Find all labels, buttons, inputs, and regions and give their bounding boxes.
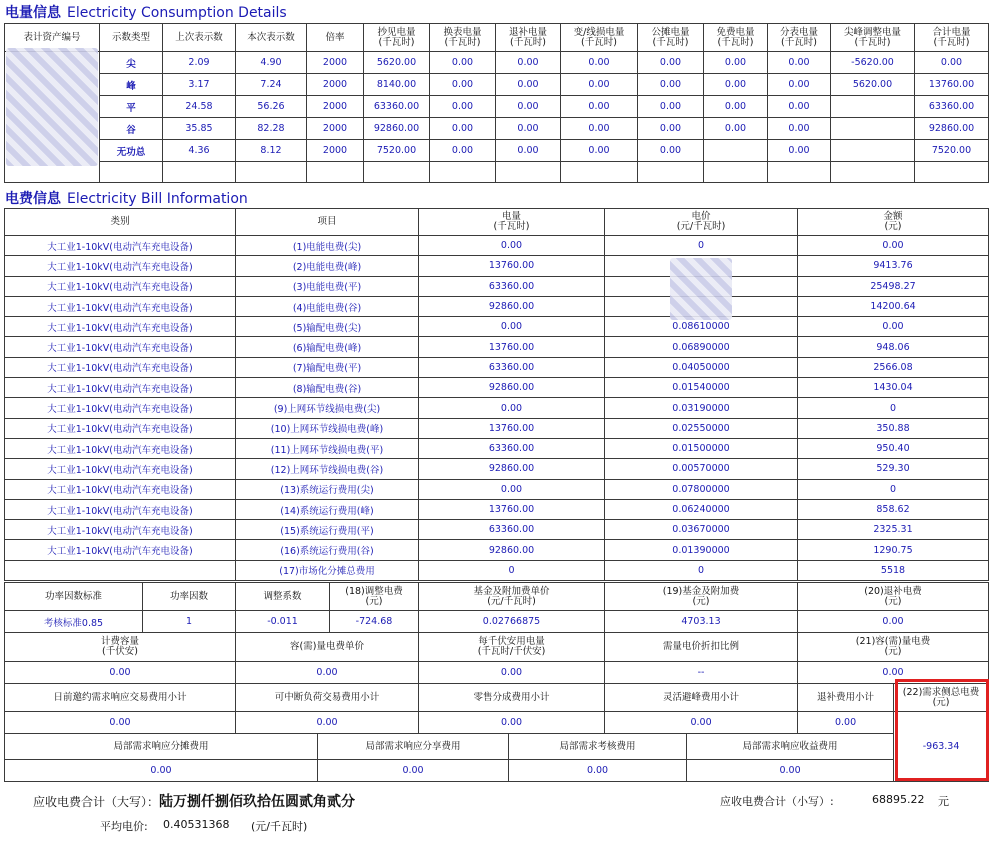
consumption-section-title [5,2,287,22]
consumption-row [5,96,989,118]
data-cell: 5620.00 [831,74,915,96]
power-factor-header-row [5,583,989,611]
item-cell: (8)输配电费(谷) [236,378,419,398]
data-cell: 无功总 [100,140,163,162]
data-cell: 0 [419,560,605,580]
data-cell: 0.00 [798,662,989,684]
avg-price-unit: (元/千瓦时) [251,820,308,833]
data-cell: 0.03190000 [605,398,798,418]
data-cell: 0.00 [704,96,768,118]
data-cell: 0 [605,236,798,256]
data-cell: 尖 [100,52,163,74]
data-cell: 2000 [307,96,364,118]
data-cell: 92860.00 [915,118,989,140]
data-cell [163,162,236,183]
consumption-table [4,23,989,183]
column-header: 上次表示数 [163,24,236,52]
data-cell [768,162,831,183]
column-header: 计费容量 (千伏安) [5,633,236,662]
item-cell: (16)系统运行费用(谷) [236,540,419,560]
category-cell: 大工业1-10kV(电动汽车充电设备) [5,418,236,438]
data-cell [496,162,561,183]
column-header: 本次表示数 [236,24,307,52]
data-cell: -- [605,662,798,684]
data-cell: 4.90 [236,52,307,74]
data-cell: 14200.64 [798,296,989,316]
column-header: 退补电量 (千瓦时) [496,24,561,52]
consumption-row [5,140,989,162]
data-cell: 63360.00 [419,438,605,458]
data-cell: 24.58 [163,96,236,118]
bill-row [5,560,989,580]
data-cell: 0.02550000 [605,418,798,438]
data-cell: 13760.00 [419,337,605,357]
column-header: (20)退补电费 (元) [798,583,989,611]
data-cell: 0.00 [638,96,704,118]
data-cell: 0.01500000 [605,438,798,458]
column-header: 表计资产编号 [5,24,100,52]
column-header: (19)基金及附加费 (元) [605,583,798,611]
blurred-asset-number [6,48,98,166]
column-header: 电价 (元/千瓦时) [605,209,798,236]
column-header: 每千伏安用电量 (千瓦时/千伏安) [419,633,605,662]
data-cell: 35.85 [163,118,236,140]
bill-row [5,540,989,560]
data-cell: 0.00570000 [605,459,798,479]
data-cell: 2566.08 [798,357,989,377]
item-cell: (13)系统运行费用(尖) [236,479,419,499]
consumption-header-row [5,24,989,52]
data-cell: 0.00 [704,118,768,140]
data-cell: 2325.31 [798,520,989,540]
data-cell [831,118,915,140]
category-cell: 大工业1-10kV(电动汽车充电设备) [5,438,236,458]
bill-row [5,236,989,256]
data-cell: 8140.00 [364,74,430,96]
column-header: 需量电价折扣比例 [605,633,798,662]
data-cell: 0.00 [704,74,768,96]
item-cell: (14)系统运行费用(峰) [236,499,419,519]
data-cell: -724.68 [330,611,419,633]
data-cell [236,162,307,183]
data-cell: 1290.75 [798,540,989,560]
data-cell: 948.06 [798,337,989,357]
data-cell: 2.09 [163,52,236,74]
demand-total-highlight [895,679,989,781]
bill-row [5,276,989,296]
data-cell: 25498.27 [798,276,989,296]
data-cell: 2000 [307,118,364,140]
capacity-header-row [5,633,989,662]
data-cell: 0.00 [798,236,989,256]
data-cell: 0.00 [419,317,605,337]
data-cell: 92860.00 [364,118,430,140]
data-cell: 2000 [307,52,364,74]
bill-row [5,317,989,337]
category-cell: 大工业1-10kV(电动汽车充电设备) [5,520,236,540]
item-cell: (2)电能电费(峰) [236,256,419,276]
column-header: 局部需求响应分享费用 [318,734,509,760]
data-cell: 0.00 [5,760,318,782]
data-cell: 9413.76 [798,256,989,276]
data-cell: 0.00 [561,118,638,140]
consumption-title-en: Electricity Consumption Details [67,5,287,21]
category-cell: 大工业1-10kV(电动汽车充电设备) [5,479,236,499]
data-cell: 0.00 [430,140,496,162]
data-cell: 0.00 [236,662,419,684]
category-cell: 大工业1-10kV(电动汽车充电设备) [5,276,236,296]
bill-row [5,337,989,357]
total-words-row [33,791,355,811]
data-cell: 0.07800000 [605,479,798,499]
avg-price-value: 0.40531368 [163,818,230,831]
data-cell: 0.00 [768,140,831,162]
item-cell: (12)上网环节线损电费(谷) [236,459,419,479]
data-cell: 0.00 [496,118,561,140]
data-cell [704,162,768,183]
data-cell [307,162,364,183]
column-header: 退补费用小计 [798,684,894,712]
data-cell: 0.00 [561,52,638,74]
column-header: 容(需)量电费单价 [236,633,419,662]
demand-value-row-2 [5,760,989,782]
column-header: 日前邀约需求响应交易费用小计 [5,684,236,712]
data-cell [831,140,915,162]
data-cell: 0.00 [561,140,638,162]
data-cell: 0.00 [638,52,704,74]
data-cell: 0.00 [605,712,798,734]
category-cell: 大工业1-10kV(电动汽车充电设备) [5,378,236,398]
demand-header-row-2 [5,734,989,760]
category-cell: 大工业1-10kV(电动汽车充电设备) [5,540,236,560]
item-cell: (5)输配电费(尖) [236,317,419,337]
data-cell: 0.00 [236,712,419,734]
data-cell: 平 [100,96,163,118]
column-header: 局部需求响应分摊费用 [5,734,318,760]
item-cell: (6)输配电费(峰) [236,337,419,357]
data-cell: 0.00 [687,760,894,782]
item-cell: (15)系统运行费用(平) [236,520,419,540]
data-cell: 0 [798,479,989,499]
bill-row [5,438,989,458]
column-header: 抄见电量 (千瓦时) [364,24,430,52]
data-cell: 92860.00 [419,296,605,316]
power-factor-table [4,582,989,633]
data-cell: 0.00 [509,760,687,782]
category-cell: 大工业1-10kV(电动汽车充电设备) [5,459,236,479]
data-cell: 13760.00 [419,256,605,276]
data-cell: 0.00 [5,712,236,734]
data-cell: 63360.00 [915,96,989,118]
item-cell: (17)市场化分摊总费用 [236,560,419,580]
bill-row [5,357,989,377]
data-cell: 350.88 [798,418,989,438]
data-cell: 0.00 [419,712,605,734]
data-cell: 0.00 [496,140,561,162]
data-cell: 13760.00 [419,418,605,438]
data-cell: 7520.00 [364,140,430,162]
data-cell: 0.03670000 [605,520,798,540]
data-cell: 0.00 [430,74,496,96]
data-cell: 4703.13 [605,611,798,633]
data-cell: 0.00 [5,662,236,684]
data-cell [430,162,496,183]
data-cell: 92860.00 [419,540,605,560]
data-cell: 0.00 [915,52,989,74]
data-cell: 7.24 [236,74,307,96]
column-header: 可中断负荷交易费用小计 [236,684,419,712]
data-cell: 0.00 [638,140,704,162]
data-cell: 0.00 [638,118,704,140]
column-header: 示数类型 [100,24,163,52]
data-cell: 56.26 [236,96,307,118]
data-cell: 0.00 [496,52,561,74]
data-cell [831,96,915,118]
data-cell [704,140,768,162]
bill-title-en: Electricity Bill Information [67,191,248,207]
data-cell: 0 [798,398,989,418]
data-cell: 0.00 [430,118,496,140]
demand-response-table [4,683,989,782]
data-cell: 0.00 [419,398,605,418]
data-cell: 0.06890000 [605,337,798,357]
data-cell [831,162,915,183]
column-header: 功率因数 [143,583,236,611]
item-cell: (1)电能电费(尖) [236,236,419,256]
total-words-label: 应收电费合计（大写）： [33,795,160,809]
data-cell: 5518 [798,560,989,580]
data-cell: 0.00 [496,96,561,118]
data-cell [638,162,704,183]
data-cell: 82.28 [236,118,307,140]
data-cell: 92860.00 [419,459,605,479]
data-cell: -5620.00 [831,52,915,74]
consumption-row [5,52,989,74]
category-cell: 大工业1-10kV(电动汽车充电设备) [5,337,236,357]
data-cell: 0.00 [430,52,496,74]
column-header: 功率因数标准 [5,583,143,611]
total-words-value: 陆万捌仟捌佰玖拾伍圆贰角贰分 [159,794,356,810]
bill-row [5,520,989,540]
data-cell: 考核标准0.85 [5,611,143,633]
data-cell: 1 [143,611,236,633]
item-cell: (9)上网环节线损电费(尖) [236,398,419,418]
data-cell: 3.17 [163,74,236,96]
data-cell: 0.00 [798,712,894,734]
item-cell: (4)电能电费(谷) [236,296,419,316]
category-cell: 大工业1-10kV(电动汽车充电设备) [5,296,236,316]
data-cell: 0.00 [768,118,831,140]
data-cell: 63360.00 [364,96,430,118]
column-header: 类别 [5,209,236,236]
column-header: 分表电量 (千瓦时) [768,24,831,52]
data-cell: 63360.00 [419,520,605,540]
consumption-row [5,118,989,140]
data-cell: 13760.00 [915,74,989,96]
category-cell: 大工业1-10kV(电动汽车充电设备) [5,357,236,377]
data-cell: 0.06240000 [605,499,798,519]
data-cell: 0.04050000 [605,357,798,377]
bill-row [5,296,989,316]
column-header: 局部需求响应收益费用 [687,734,894,760]
data-cell: 63360.00 [419,276,605,296]
data-cell: 0.02766875 [419,611,605,633]
data-cell: 0.00 [798,611,989,633]
data-cell: 0.00 [768,52,831,74]
capacity-value-row [5,662,989,684]
bill-header-row [5,209,989,236]
column-header: (21)容(需)量电费 (元) [798,633,989,662]
category-cell: 大工业1-10kV(电动汽车充电设备) [5,499,236,519]
data-cell: 0.00 [496,74,561,96]
data-cell: 4.36 [163,140,236,162]
column-header: 倍率 [307,24,364,52]
column-header: 公摊电量 (千瓦时) [638,24,704,52]
bill-row [5,499,989,519]
column-header: 电量 (千瓦时) [419,209,605,236]
bill-row [5,378,989,398]
bill-row [5,418,989,438]
data-cell: 5620.00 [364,52,430,74]
data-cell: 0.00 [768,74,831,96]
data-cell [915,162,989,183]
data-cell: 0.01390000 [605,540,798,560]
data-cell: 0.00 [419,479,605,499]
data-cell: 0.00 [419,662,605,684]
column-header: 基金及附加费单价 (元/千瓦时) [419,583,605,611]
column-header: 局部需求考核费用 [509,734,687,760]
data-cell: 858.62 [798,499,989,519]
data-cell: 0.00 [798,317,989,337]
column-header: 金额 (元) [798,209,989,236]
total-num-label: 应收电费合计（小写）: [720,795,834,808]
column-header: 零售分成费用小计 [419,684,605,712]
data-cell: 0.00 [430,96,496,118]
data-cell [364,162,430,183]
data-cell: 峰 [100,74,163,96]
category-cell [5,560,236,580]
consumption-title-cn: 电量信息 [5,5,61,21]
consumption-row [5,162,989,183]
data-cell: 529.30 [798,459,989,479]
data-cell: 92860.00 [419,378,605,398]
item-cell: (7)输配电费(平) [236,357,419,377]
demand-header-row [5,684,989,712]
bill-row [5,479,989,499]
demand-total-value: -963.34 [894,712,989,782]
data-cell: 0.00 [768,96,831,118]
data-cell: 0.08610000 [605,317,798,337]
bill-title-cn: 电费信息 [5,191,61,207]
bill-section-title [5,188,248,208]
data-cell [100,162,163,183]
total-num-row [720,793,834,809]
bill-row [5,459,989,479]
data-cell: 谷 [100,118,163,140]
capacity-table [4,632,989,684]
column-header: 免费电量 (千瓦时) [704,24,768,52]
data-cell: 0 [605,560,798,580]
data-cell: 0.00 [704,52,768,74]
data-cell: 2000 [307,74,364,96]
data-cell: 0.00 [561,74,638,96]
data-cell: -0.011 [236,611,330,633]
demand-value-row [5,712,989,734]
column-header: 尖峰调整电量 (千瓦时) [831,24,915,52]
data-cell: 0.00 [561,96,638,118]
power-factor-value-row [5,611,989,633]
bill-row [5,398,989,418]
category-cell: 大工业1-10kV(电动汽车充电设备) [5,317,236,337]
column-header: 换表电量 (千瓦时) [430,24,496,52]
category-cell: 大工业1-10kV(电动汽车充电设备) [5,256,236,276]
data-cell: 1430.04 [798,378,989,398]
total-num-unit: 元 [938,795,949,808]
demand-total-header: (22)需求侧总电费 (元) [894,684,989,712]
data-cell: 0.01540000 [605,378,798,398]
data-cell: 0.00 [318,760,509,782]
column-header: 合计电量 (千瓦时) [915,24,989,52]
data-cell [561,162,638,183]
column-header: 项目 [236,209,419,236]
category-cell: 大工业1-10kV(电动汽车充电设备) [5,236,236,256]
blurred-price [670,258,732,320]
column-header: 调整系数 [236,583,330,611]
column-header: 灵活避峰费用小计 [605,684,798,712]
data-cell: 8.12 [236,140,307,162]
bill-table [4,208,989,581]
column-header: 变/线损电量 (千瓦时) [561,24,638,52]
category-cell: 大工业1-10kV(电动汽车充电设备) [5,398,236,418]
item-cell: (10)上网环节线损电费(峰) [236,418,419,438]
bill-row [5,256,989,276]
data-cell: 63360.00 [419,357,605,377]
data-cell: 7520.00 [915,140,989,162]
item-cell: (3)电能电费(平) [236,276,419,296]
item-cell: (11)上网环节线损电费(平) [236,438,419,458]
avg-price-label: 平均电价: [100,820,148,833]
column-header: (18)调整电费 (元) [330,583,419,611]
consumption-row [5,74,989,96]
data-cell: 2000 [307,140,364,162]
data-cell: 0.00 [419,236,605,256]
data-cell: 0.00 [638,74,704,96]
data-cell: 950.40 [798,438,989,458]
data-cell: 13760.00 [419,499,605,519]
total-num-value: 68895.22 [872,793,925,806]
